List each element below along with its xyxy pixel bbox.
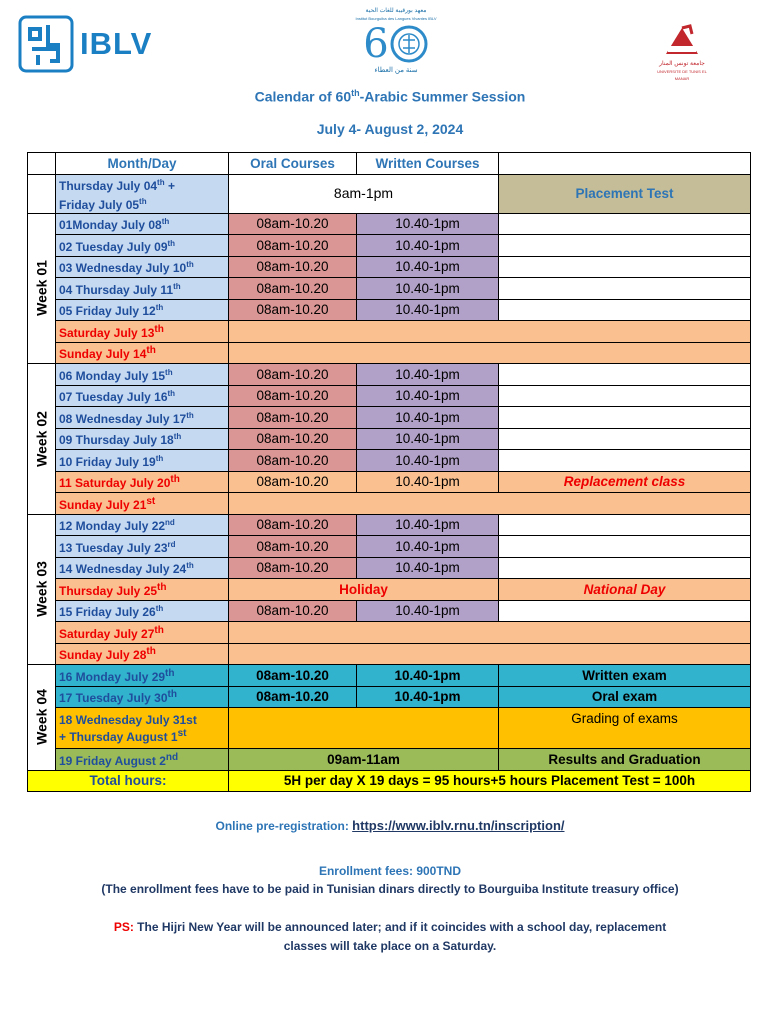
day-cell: 10 Friday July 19th <box>56 450 229 472</box>
day-cell: 11 Saturday July 20th <box>56 471 229 493</box>
title-part-a: Calendar of 60 <box>254 88 352 105</box>
oral-cell: 08am-10.20 <box>229 428 357 450</box>
oral-cell: 08am-10.20 <box>229 299 357 321</box>
ps-line-2: classes will take place on a Saturday. <box>283 939 497 953</box>
oral-cell: 08am-10.20 <box>229 235 357 257</box>
note-cell <box>499 299 751 321</box>
header-blank <box>28 153 56 175</box>
placement-row <box>28 174 751 213</box>
day-cell: 05 Friday July 12th <box>56 299 229 321</box>
replacement-note: Replacement class <box>499 471 751 493</box>
oral-cell: 08am-10.20 <box>229 364 357 386</box>
grading-row <box>28 708 751 749</box>
note-cell <box>499 364 751 386</box>
day-cell: 14 Wednesday July 24th <box>56 557 229 579</box>
table-row <box>28 600 751 622</box>
oral-cell: 08am-10.20 <box>229 600 357 622</box>
table-row <box>28 235 751 257</box>
written-cell: 10.40-1pm <box>357 299 499 321</box>
header-written: Written Courses <box>357 153 499 175</box>
oral-exam-note: Oral exam <box>499 686 751 708</box>
table-row <box>28 364 751 386</box>
placement-note: Placement Test <box>499 174 751 213</box>
table-row <box>28 514 751 536</box>
day-cell: 19 Friday August 2nd <box>56 749 229 771</box>
weekend-fill <box>229 493 751 515</box>
note-cell <box>499 557 751 579</box>
weekend-row <box>28 493 751 515</box>
table-row <box>28 299 751 321</box>
day-cell: Sunday July 21st <box>56 493 229 515</box>
ps-line-1 <box>0 920 768 934</box>
header-month-day: Month/Day <box>56 153 229 175</box>
table-row <box>28 385 751 407</box>
table-row <box>28 407 751 429</box>
written-cell: 10.40-1pm <box>357 665 499 687</box>
day-cell: 18 Wednesday July 31st + Thursday August 1st <box>56 708 229 749</box>
iblv-logo <box>18 14 158 74</box>
day-cell: 08 Wednesday July 17th <box>56 407 229 429</box>
week-label: Week 01 <box>28 213 56 364</box>
oral-cell: 08am-10.20 <box>229 450 357 472</box>
title-sup: th <box>351 88 360 98</box>
header-notes <box>499 153 751 175</box>
week-label: Week 02 <box>28 364 56 515</box>
oral-cell: 08am-10.20 <box>229 407 357 429</box>
weekend-fill <box>229 622 751 644</box>
table-row <box>28 450 751 472</box>
oral-cell: 08am-10.20 <box>229 514 357 536</box>
week-blank <box>28 174 56 213</box>
title-part-b: -Arabic Summer Session <box>359 88 526 105</box>
day-cell: Saturday July 27th <box>56 622 229 644</box>
written-cell: 10.40-1pm <box>357 536 499 558</box>
iblv-emblem-icon <box>18 15 74 73</box>
day-cell: Thursday July 25th <box>56 579 229 601</box>
written-cell: 10.40-1pm <box>357 407 499 429</box>
results-row <box>28 749 751 771</box>
week-label: Week 04 <box>28 665 56 771</box>
fees-line: Enrollment fees: 900TND <box>318 864 462 878</box>
university-french-name: UNIVERSITE DE TUNIS EL MANAR <box>657 69 707 81</box>
table-row <box>28 213 751 235</box>
ps-label: PS: <box>113 920 134 934</box>
table-row <box>28 536 751 558</box>
oral-cell: 08am-10.20 <box>229 385 357 407</box>
total-row <box>28 770 751 792</box>
note-cell <box>499 278 751 300</box>
note-cell <box>499 450 751 472</box>
oral-cell: 08am-10.20 <box>229 557 357 579</box>
exam-row <box>28 665 751 687</box>
written-cell: 10.40-1pm <box>357 428 499 450</box>
placement-days: Thursday July 04th + Friday July 05th <box>56 174 229 213</box>
written-cell: 10.40-1pm <box>357 364 499 386</box>
day-cell: 01Monday July 08th <box>56 213 229 235</box>
written-cell: 10.40-1pm <box>357 235 499 257</box>
weekend-fill <box>229 321 751 343</box>
laurel-emblem-icon <box>389 24 429 64</box>
institute-arabic-name: معهد بورقيبة للغات الحية <box>365 8 427 14</box>
fees-note: (The enrollment fees have to be paid in Tunisian dinars directly to Bourguiba Institute treasury office) <box>101 882 679 896</box>
university-logo <box>650 24 714 80</box>
oral-cell: 08am-10.20 <box>229 536 357 558</box>
day-cell: 15 Friday July 26th <box>56 600 229 622</box>
day-cell: Sunday July 28th <box>56 643 229 665</box>
written-cell: 10.40-1pm <box>357 471 499 493</box>
table-row <box>28 557 751 579</box>
oral-cell: 08am-10.20 <box>229 471 357 493</box>
oral-cell: 08am-10.20 <box>229 256 357 278</box>
note-cell <box>499 385 751 407</box>
oral-cell: 08am-10.20 <box>229 665 357 687</box>
exam-row <box>28 686 751 708</box>
day-cell: 03 Wednesday July 10th <box>56 256 229 278</box>
written-cell: 10.40-1pm <box>357 450 499 472</box>
note-cell <box>499 407 751 429</box>
holiday-row <box>28 579 751 601</box>
replacement-row <box>28 471 751 493</box>
note-cell <box>499 213 751 235</box>
note-cell <box>499 514 751 536</box>
grading-fill <box>229 708 499 749</box>
written-cell: 10.40-1pm <box>357 256 499 278</box>
oral-cell: 08am-10.20 <box>229 213 357 235</box>
day-cell: 02 Tuesday July 09th <box>56 235 229 257</box>
written-cell: 10.40-1pm <box>357 686 499 708</box>
page-title <box>0 88 768 105</box>
results-time: 09am-11am <box>229 749 499 771</box>
written-cell: 10.40-1pm <box>357 213 499 235</box>
note-cell <box>499 600 751 622</box>
university-emblem-icon <box>660 24 704 56</box>
table-header-row <box>28 153 751 175</box>
note-cell <box>499 536 751 558</box>
results-note: Results and Graduation <box>499 749 751 771</box>
placement-time: 8am-1pm <box>229 174 499 213</box>
note-cell <box>499 428 751 450</box>
written-cell: 10.40-1pm <box>357 557 499 579</box>
header-oral: Oral Courses <box>229 153 357 175</box>
weekend-row <box>28 321 751 343</box>
institute-french-name: Institut Bourguiba des Langues Vivantes IBLV <box>355 16 437 21</box>
note-cell <box>499 235 751 257</box>
prereg-label: Online pre-registration: <box>215 819 353 833</box>
holiday-label: Holiday <box>229 579 499 601</box>
week-label: Week 03 <box>28 514 56 665</box>
calendar-table <box>27 152 751 792</box>
ps-text-1: The Hijri New Year will be announced later; and if it coincides with a school day, replacement <box>133 920 667 934</box>
weekend-row <box>28 643 751 665</box>
day-cell: Saturday July 13th <box>56 321 229 343</box>
day-cell: 17 Tuesday July 30th <box>56 686 229 708</box>
day-cell: 16 Monday July 29th <box>56 665 229 687</box>
weekend-row <box>28 342 751 364</box>
table-row <box>28 256 751 278</box>
written-cell: 10.40-1pm <box>357 385 499 407</box>
day-cell: 07 Tuesday July 16th <box>56 385 229 407</box>
day-cell: 06 Monday July 15th <box>56 364 229 386</box>
prereg-link[interactable]: https://www.iblv.rnu.tn/inscription/ <box>352 818 565 833</box>
day-cell: Sunday July 14th <box>56 342 229 364</box>
years-caption: سنة من العطاء <box>374 67 418 74</box>
session-dates: July 4- August 2, 2024 <box>316 121 464 137</box>
table-row <box>28 278 751 300</box>
oral-cell: 08am-10.20 <box>229 278 357 300</box>
iblv-logo-text: IBLV <box>80 26 153 61</box>
written-cell: 10.40-1pm <box>357 278 499 300</box>
written-cell: 10.40-1pm <box>357 514 499 536</box>
day-cell: 13 Tuesday July 23rd <box>56 536 229 558</box>
day-cell: 12 Monday July 22nd <box>56 514 229 536</box>
sixty-digit: 6 <box>363 21 389 67</box>
total-label: Total hours: <box>28 770 229 792</box>
oral-cell: 08am-10.20 <box>229 686 357 708</box>
total-value: 5H per day X 19 days = 95 hours+5 hours Placement Test = 100h <box>229 770 751 792</box>
weekend-fill <box>229 342 751 364</box>
weekend-fill <box>229 643 751 665</box>
day-cell: 09 Thursday July 18th <box>56 428 229 450</box>
written-exam-note: Written exam <box>499 665 751 687</box>
written-cell: 10.40-1pm <box>357 600 499 622</box>
grading-note: Grading of exams <box>499 708 751 749</box>
prereg-line <box>0 818 768 833</box>
table-row <box>28 428 751 450</box>
day-cell: 04 Thursday July 11th <box>56 278 229 300</box>
national-day-note: National Day <box>499 579 751 601</box>
sixty-years-logo <box>344 8 448 84</box>
weekend-row <box>28 622 751 644</box>
university-arabic-name: جامعة تونس المنار <box>659 61 705 67</box>
note-cell <box>499 256 751 278</box>
